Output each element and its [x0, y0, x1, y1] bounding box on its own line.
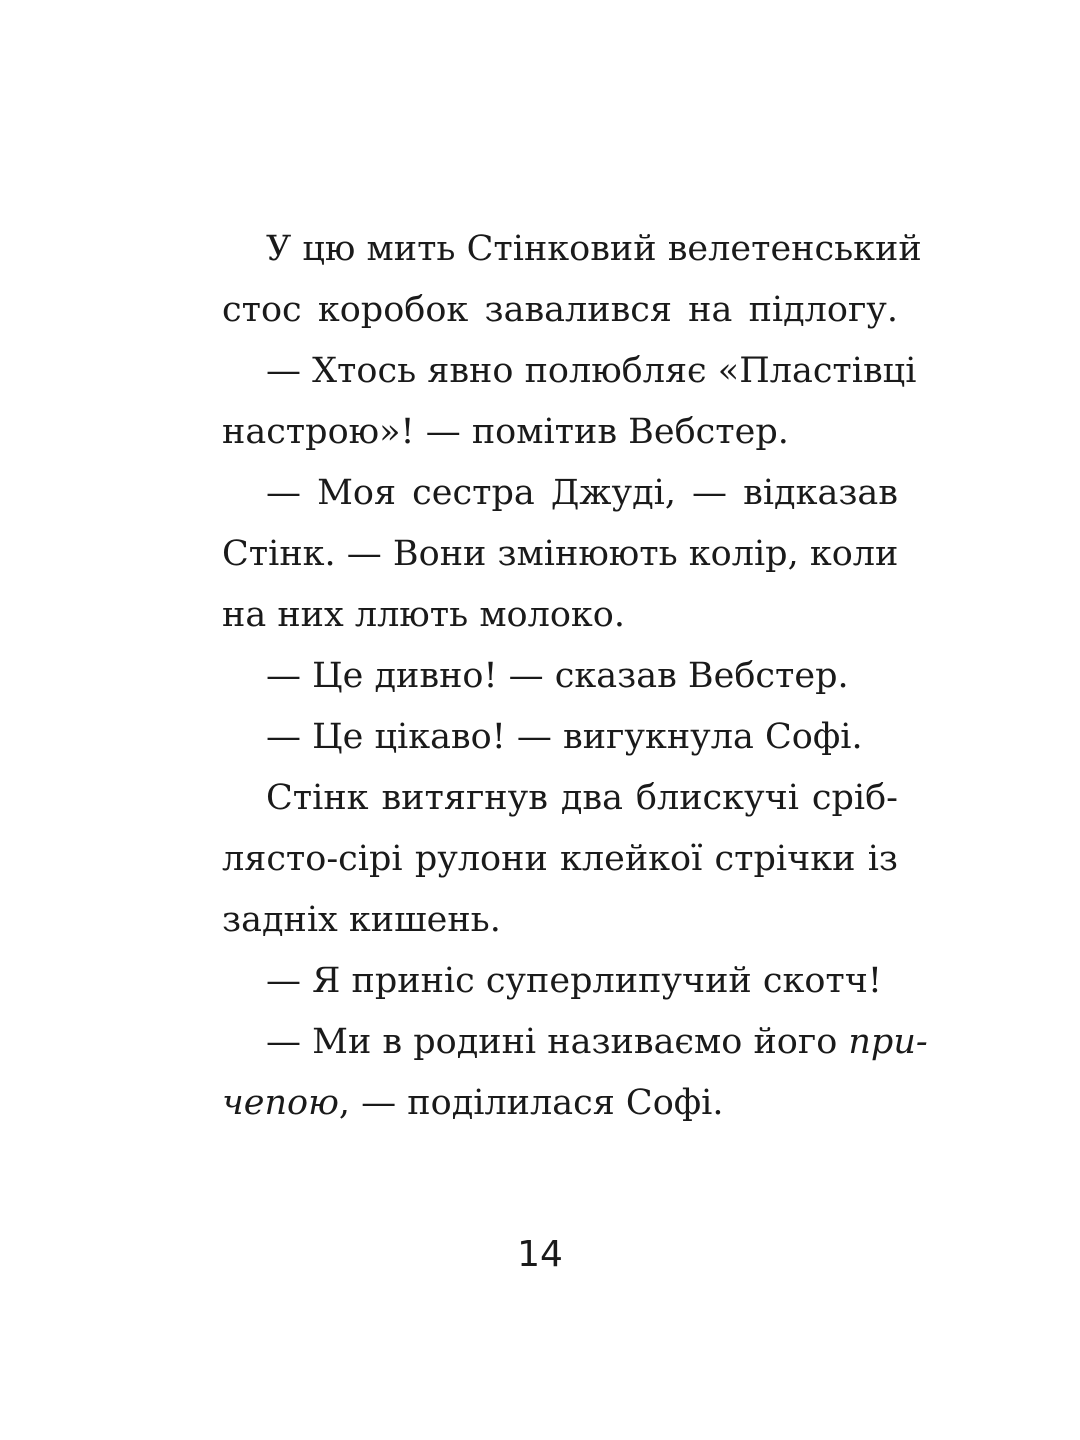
page-number: 14: [517, 1234, 563, 1275]
text-line: лясто-сірі рулони клейкої стрічки із: [222, 839, 898, 879]
italic-word: чепою: [222, 1083, 339, 1123]
text-line: — Це дивно! — сказав Вебстер.: [266, 656, 849, 696]
text-line: чепою, — поділилася Софі.: [222, 1083, 724, 1123]
text-line: Стінк витягнув два блискучі сріб-: [266, 778, 898, 818]
text-line: — Ми в родині називаємо його при-: [266, 1022, 928, 1062]
text-line: Стінк. — Вони змінюють колір, коли: [222, 534, 899, 574]
text-line: стос коробок завалився на підлогу.: [222, 290, 898, 330]
text-line: — Моя сестра Джуді, — відказав: [266, 473, 898, 513]
text-line: — Я приніс суперлипучий скотч!: [266, 961, 882, 1001]
text-line: на них ллють молоко.: [222, 595, 625, 635]
text-line: настрою»! — помітив Вебстер.: [222, 412, 789, 452]
text-line: У цю мить Стінковий велетенський: [266, 229, 922, 269]
text-line: задніх кишень.: [222, 900, 501, 940]
italic-word: при-: [848, 1022, 928, 1062]
text-line: — Хтось явно полюбляє «Пластівці: [266, 351, 917, 391]
body-text: [222, 219, 928, 1134]
text-line: — Це цікаво! — вигукнула Софі.: [266, 717, 863, 757]
